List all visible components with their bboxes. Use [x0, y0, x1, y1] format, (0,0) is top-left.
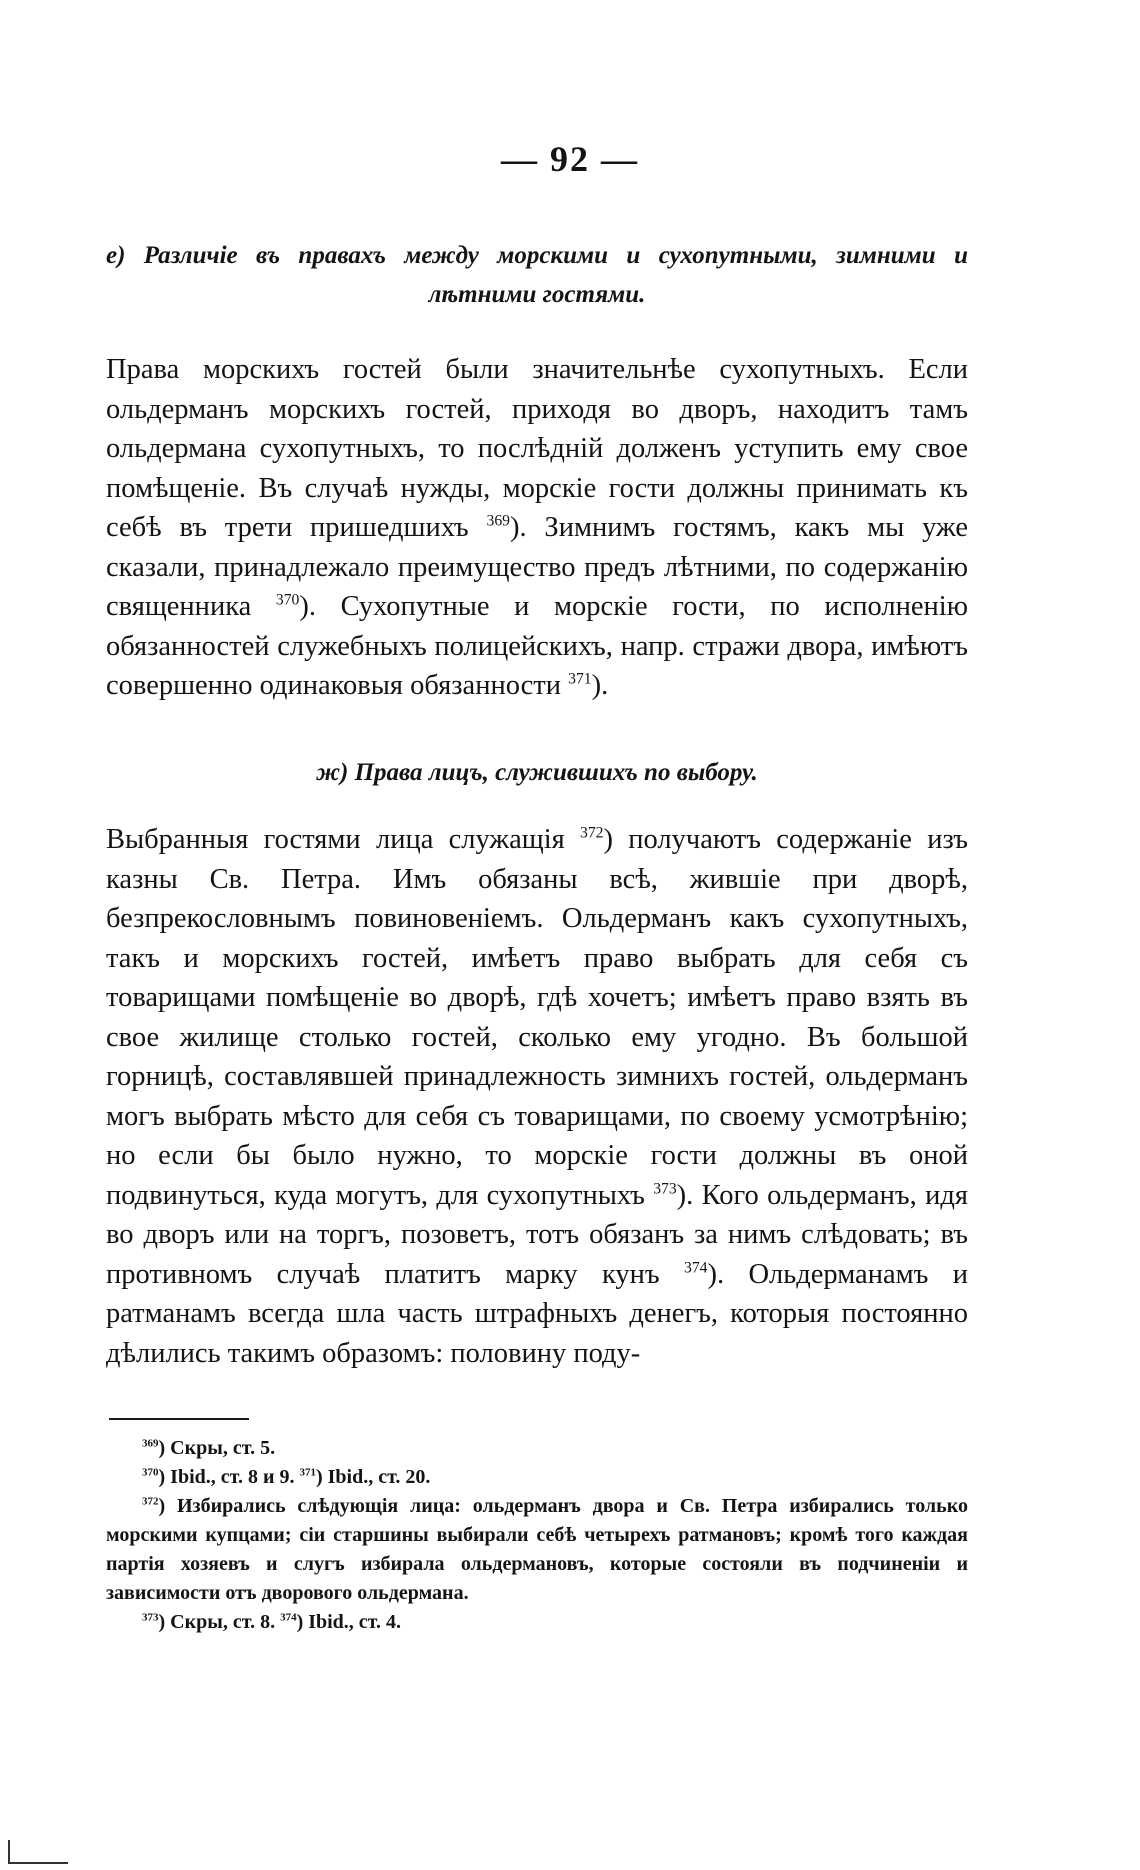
footnote-number: 370: [142, 1466, 159, 1479]
footnote-number: 373: [142, 1611, 159, 1624]
footnote-373-374: [106, 1608, 968, 1637]
paragraph-text: ). Сухопутные и морскiе гости, по исполненiю обязанностей служебныхъ полицейскихъ, напр. стражи двора, имѣютъ совершенно одинаковыя обязанности: [106, 591, 968, 701]
paragraph-text: ) получаютъ содержанiе изъ казны Св. Петра. Имъ обязаны всѣ, жившiе при дворѣ, безпрекословнымъ повиновенiемъ. Ольдерманъ какъ сухопутныхъ, такъ и морскихъ гостей, имѣетъ право выбрать для себя съ товарищами помѣщенiе во дворѣ, гдѣ хочетъ; имѣетъ право взять въ свое жилище столько гостей, сколько ему угодно. Въ большой горницѣ, составлявшей принадлежность зимнихъ гостей, ольдерманъ могъ выбрать мѣсто для себя съ товарищами, по своему усмотрѣнiю; но если бы было нужно, то морскiе гости должны въ оной подвинуться, куда могутъ, для сухопутныхъ: [106, 824, 968, 1211]
footnote-number: 372: [142, 1495, 159, 1508]
scan-corner-mark: [8, 1840, 10, 1862]
footnote-369: [106, 1434, 968, 1463]
footnote-ref-374: 374: [684, 1259, 708, 1276]
page-number: — 92 —: [501, 139, 639, 179]
footnote-text: ) Скры, ст. 8.: [158, 1611, 281, 1633]
footnote-text: ) Ibid., ст. 8 и 9.: [158, 1466, 300, 1488]
footnote-ref-369: 369: [486, 512, 510, 530]
footnote-text: ) Ibid., ст. 20.: [315, 1466, 431, 1488]
footnote-number: 371: [299, 1466, 316, 1479]
footnote-ref-372: 372: [580, 824, 604, 842]
paragraph-elected-officials: [106, 820, 968, 1373]
footnote-ref-373: 373: [653, 1180, 677, 1197]
footnote-ref-370: 370: [275, 591, 300, 609]
footnote-divider: [109, 1418, 249, 1420]
footnote-text: ) Ibid., ст. 4.: [296, 1611, 402, 1633]
footnote-number: 369: [142, 1437, 159, 1450]
paragraph-text: ).: [591, 670, 609, 701]
paragraph-text: ). Зимнимъ гостямъ, какъ мы уже сказали, принадлежало преимущество предъ лѣтними, по содержанiю священника: [106, 512, 968, 622]
scan-corner-mark: [8, 1862, 68, 1864]
footnote-370-371: [106, 1463, 968, 1492]
footnote-number: 374: [280, 1611, 297, 1624]
section-heading-e: е) Различiе въ правахъ между морскими и сухопутными, зимними и лѣтними гостями.: [106, 242, 968, 308]
footnotes: [106, 1434, 968, 1637]
footnote-text: ) Избирались слѣдующiя лица: ольдерманъ двора и Св. Петра избирались только морскими купцами; сiи старшины выбирали себѣ четырехъ ратмановъ; кромѣ того каждая партiя хозяевъ и слугъ избирала ольдермановъ, которые состояли въ подчиненiи и зависимости отъ дворового ольдермана.: [106, 1495, 968, 1604]
paragraph-text: ). Кого ольдерманъ, идя во дворъ или на торгъ, позоветъ, тотъ обязанъ за нимъ слѣдовать; въ противномъ случаѣ платитъ марку кунъ: [106, 1179, 968, 1290]
paragraph-sea-vs-land-guests: [106, 350, 968, 706]
section-heading-zh: ж) Права лицъ, служившихъ по выбору.: [316, 759, 758, 786]
footnote-372: [106, 1492, 968, 1608]
paragraph-text: ). Ольдерманамъ и ратманамъ всегда шла часть штрафныхъ денегъ, которыя постоянно дѣлились такимъ образомъ: половину поду-: [106, 1258, 968, 1369]
footnote-text: ) Скры, ст. 5.: [158, 1437, 276, 1459]
footnote-ref-371: 371: [568, 670, 592, 688]
paragraph-text: Выбранныя гостями лица служащiя: [106, 824, 581, 855]
paragraph-text: Права морскихъ гостей были значительнѣе сухопутныхъ. Если ольдерманъ морскихъ гостей, приходя во дворъ, находитъ тамъ ольдермана сухопутныхъ, то послѣднiй долженъ уступить ему свое помѣщенiе. Въ случаѣ нужды, морскiе гости должны принимать къ себѣ въ трети пришедшихъ: [106, 354, 968, 543]
